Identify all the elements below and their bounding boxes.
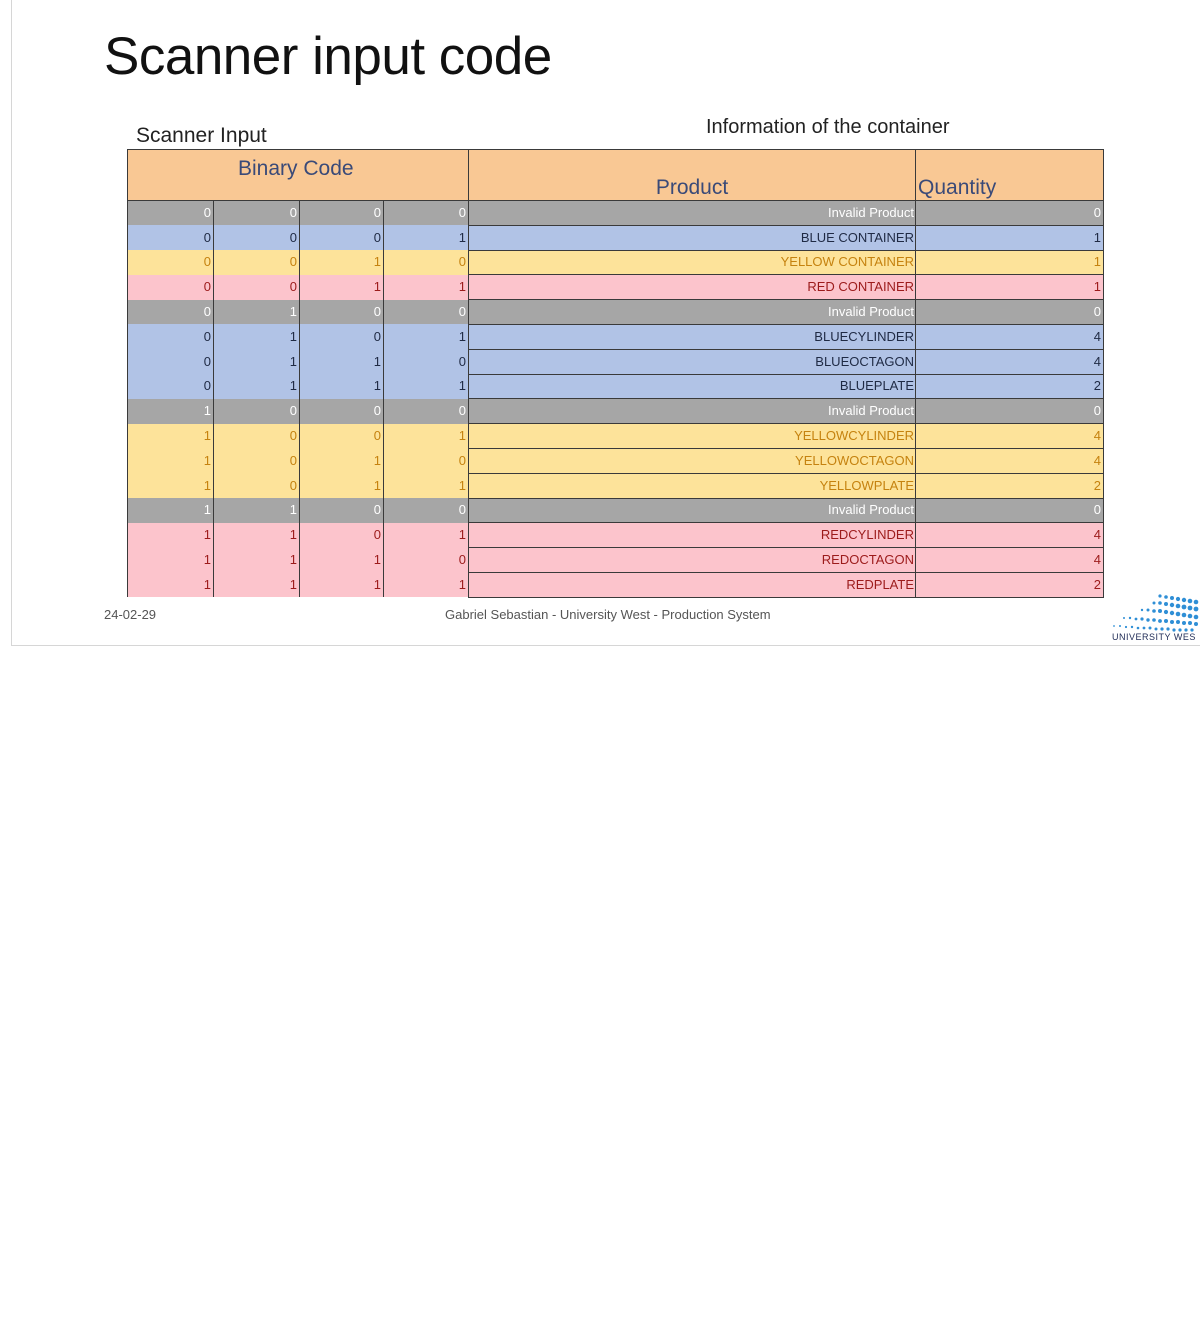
scanner-code-table — [127, 149, 1104, 598]
bit-cell-3: 0 — [300, 498, 384, 523]
bit-cell-4: 0 — [384, 498, 469, 523]
quantity-cell: 4 — [916, 424, 1104, 449]
bit-cell-4: 1 — [384, 225, 469, 250]
bit-cell-2: 1 — [214, 374, 300, 399]
table-header-row — [128, 150, 1104, 201]
bit-cell-2: 1 — [214, 548, 300, 573]
bit-cell-1: 1 — [128, 424, 214, 449]
bit-cell-3: 1 — [300, 548, 384, 573]
product-cell: YELLOWCYLINDER — [469, 424, 916, 449]
bit-cell-2: 1 — [214, 572, 300, 597]
bit-cell-2: 1 — [214, 523, 300, 548]
bit-cell-3: 1 — [300, 349, 384, 374]
bit-cell-3: 1 — [300, 275, 384, 300]
table-row — [128, 498, 1104, 523]
bit-cell-2: 1 — [214, 498, 300, 523]
product-cell: REDCYLINDER — [469, 523, 916, 548]
table-row — [128, 523, 1104, 548]
bit-cell-1: 0 — [128, 300, 214, 325]
bit-cell-4: 1 — [384, 275, 469, 300]
product-cell: YELLOWOCTAGON — [469, 448, 916, 473]
university-west-logo — [1108, 590, 1200, 646]
product-cell: BLUEPLATE — [469, 374, 916, 399]
bit-cell-4: 0 — [384, 201, 469, 226]
bit-cell-2: 0 — [214, 424, 300, 449]
table-row — [128, 275, 1104, 300]
bit-cell-4: 0 — [384, 548, 469, 573]
scanner-input-label: Scanner Input — [136, 124, 267, 147]
quantity-cell: 2 — [916, 473, 1104, 498]
product-header: Product — [469, 150, 916, 201]
bit-cell-4: 0 — [384, 399, 469, 424]
bit-cell-1: 1 — [128, 498, 214, 523]
table-row — [128, 448, 1104, 473]
quantity-cell: 0 — [916, 498, 1104, 523]
quantity-cell: 4 — [916, 523, 1104, 548]
bit-cell-4: 1 — [384, 324, 469, 349]
binary-code-header: Binary Code — [128, 150, 469, 201]
bit-cell-4: 1 — [384, 424, 469, 449]
table-row — [128, 399, 1104, 424]
table-row — [128, 349, 1104, 374]
bit-cell-4: 0 — [384, 349, 469, 374]
slide-title: Scanner input code — [104, 27, 552, 86]
table-row — [128, 572, 1104, 597]
quantity-cell: 0 — [916, 399, 1104, 424]
bit-cell-4: 0 — [384, 250, 469, 275]
bit-cell-3: 1 — [300, 250, 384, 275]
bit-cell-3: 0 — [300, 300, 384, 325]
bit-cell-1: 0 — [128, 349, 214, 374]
quantity-header: Quantity — [916, 150, 1104, 201]
table-row — [128, 374, 1104, 399]
bit-cell-1: 1 — [128, 399, 214, 424]
product-cell: Invalid Product — [469, 300, 916, 325]
bit-cell-4: 1 — [384, 572, 469, 597]
bit-cell-2: 1 — [214, 324, 300, 349]
quantity-cell: 2 — [916, 374, 1104, 399]
quantity-cell: 4 — [916, 324, 1104, 349]
table-row — [128, 473, 1104, 498]
quantity-cell: 2 — [916, 572, 1104, 597]
table-row — [128, 324, 1104, 349]
bit-cell-3: 1 — [300, 448, 384, 473]
wave-dots-icon — [1108, 590, 1200, 634]
bit-cell-1: 0 — [128, 225, 214, 250]
product-cell: Invalid Product — [469, 399, 916, 424]
bit-cell-1: 0 — [128, 250, 214, 275]
quantity-cell: 4 — [916, 448, 1104, 473]
bit-cell-3: 0 — [300, 399, 384, 424]
quantity-cell: 4 — [916, 548, 1104, 573]
bit-cell-1: 1 — [128, 523, 214, 548]
quantity-cell: 1 — [916, 275, 1104, 300]
product-cell: REDPLATE — [469, 572, 916, 597]
bit-cell-3: 0 — [300, 324, 384, 349]
quantity-cell: 0 — [916, 201, 1104, 226]
table-row — [128, 225, 1104, 250]
logo-text: UNIVERSITY WES — [1112, 632, 1196, 642]
bit-cell-4: 1 — [384, 523, 469, 548]
product-cell: YELLOWPLATE — [469, 473, 916, 498]
bit-cell-2: 0 — [214, 225, 300, 250]
bit-cell-3: 0 — [300, 225, 384, 250]
bit-cell-1: 1 — [128, 548, 214, 573]
bit-cell-2: 0 — [214, 448, 300, 473]
footer-date: 24-02-29 — [104, 607, 157, 622]
bit-cell-4: 0 — [384, 448, 469, 473]
bit-cell-4: 1 — [384, 374, 469, 399]
table-row — [128, 250, 1104, 275]
bit-cell-4: 0 — [384, 300, 469, 325]
table-row — [128, 424, 1104, 449]
product-cell: BLUECYLINDER — [469, 324, 916, 349]
bit-cell-1: 0 — [128, 374, 214, 399]
table-row — [128, 300, 1104, 325]
bit-cell-4: 1 — [384, 473, 469, 498]
bit-cell-2: 0 — [214, 399, 300, 424]
product-cell: Invalid Product — [469, 498, 916, 523]
container-info-label: Information of the container — [706, 116, 950, 138]
product-cell: Invalid Product — [469, 201, 916, 226]
quantity-cell: 1 — [916, 225, 1104, 250]
bit-cell-1: 0 — [128, 275, 214, 300]
bit-cell-2: 0 — [214, 275, 300, 300]
bit-cell-1: 0 — [128, 201, 214, 226]
product-cell: REDOCTAGON — [469, 548, 916, 573]
quantity-cell: 1 — [916, 250, 1104, 275]
bit-cell-2: 1 — [214, 300, 300, 325]
bit-cell-2: 0 — [214, 473, 300, 498]
product-cell: BLUEOCTAGON — [469, 349, 916, 374]
bit-cell-2: 0 — [214, 201, 300, 226]
bit-cell-1: 0 — [128, 324, 214, 349]
bit-cell-1: 1 — [128, 473, 214, 498]
bit-cell-3: 0 — [300, 523, 384, 548]
quantity-cell: 4 — [916, 349, 1104, 374]
product-cell: RED CONTAINER — [469, 275, 916, 300]
bit-cell-3: 1 — [300, 374, 384, 399]
bit-cell-1: 1 — [128, 572, 214, 597]
table-row — [128, 201, 1104, 226]
product-cell: BLUE CONTAINER — [469, 225, 916, 250]
bit-cell-3: 1 — [300, 473, 384, 498]
bit-cell-2: 0 — [214, 250, 300, 275]
bit-cell-2: 1 — [214, 349, 300, 374]
bit-cell-1: 1 — [128, 448, 214, 473]
quantity-cell: 0 — [916, 300, 1104, 325]
bit-cell-3: 0 — [300, 424, 384, 449]
table-row — [128, 548, 1104, 573]
product-cell: YELLOW CONTAINER — [469, 250, 916, 275]
footer-text: Gabriel Sebastian - University West - Production System — [445, 607, 771, 622]
bit-cell-3: 1 — [300, 572, 384, 597]
bit-cell-3: 0 — [300, 201, 384, 226]
